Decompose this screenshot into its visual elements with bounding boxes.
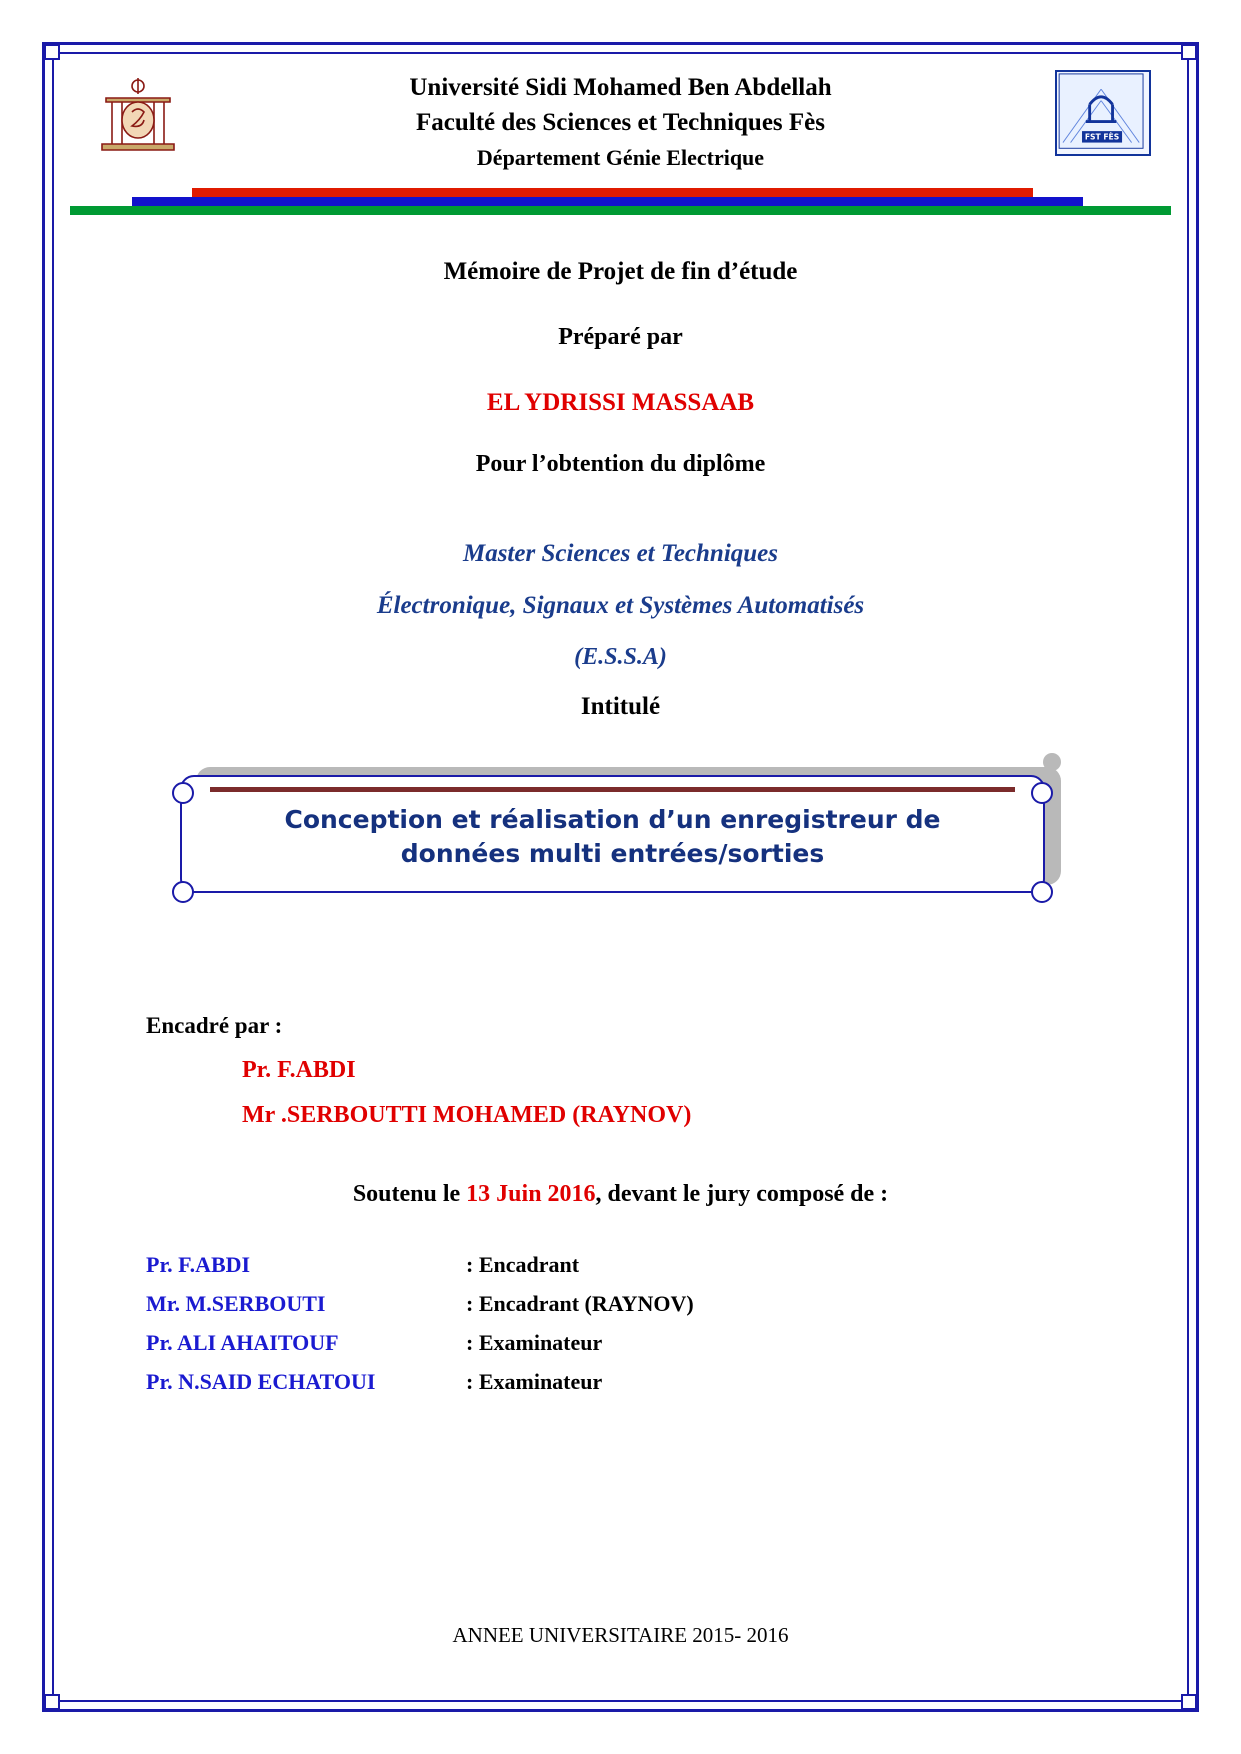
thesis-title-banner xyxy=(180,753,1061,903)
tricolor-divider xyxy=(70,188,1171,222)
document-body xyxy=(70,258,1171,721)
banner-curl-top-right xyxy=(1031,782,1053,804)
defense-date: 13 Juin 2016 xyxy=(466,1181,596,1207)
thesis-title xyxy=(216,803,1009,871)
jury-member-name: Pr. ALI AHAITOUF xyxy=(146,1330,339,1355)
document-header xyxy=(70,62,1171,182)
page-content xyxy=(70,62,1171,1692)
svg-text:FST FÈS: FST FÈS xyxy=(1084,132,1120,142)
banner-top-rule xyxy=(210,787,1015,792)
jury-row xyxy=(146,1291,1171,1317)
jury-row xyxy=(146,1369,1171,1395)
jury-list xyxy=(146,1252,1171,1395)
supervisor-2: Mr .SERBOUTTI MOHAMED (RAYNOV) xyxy=(242,1102,692,1128)
speciality-abbreviation: (E.S.S.A) xyxy=(574,644,667,670)
fst-fes-logo-icon xyxy=(1055,70,1151,156)
divider-red xyxy=(192,188,1033,197)
divider-green xyxy=(70,206,1171,215)
supervisor-1: Pr. F.ABDI xyxy=(242,1057,356,1083)
intitule-label: Intitulé xyxy=(580,693,661,720)
banner-box xyxy=(180,775,1045,893)
thesis-title-line-2: données multi entrées/sorties xyxy=(400,839,825,868)
faculty-name: Faculté des Sciences et Techniques Fès xyxy=(415,109,825,136)
banner-curl-bottom-left xyxy=(172,881,194,903)
prepared-by-label: Préparé par xyxy=(558,324,683,350)
jury-row xyxy=(146,1252,1171,1278)
jury-member-name: Mr. M.SERBOUTI xyxy=(146,1291,326,1316)
jury-member-role: : Encadrant (RAYNOV) xyxy=(466,1291,694,1316)
institution-titles xyxy=(70,62,1171,175)
jury-member-role: : Examinateur xyxy=(466,1330,603,1355)
thesis-title-line-1: Conception et réalisation d’un enregistreur de xyxy=(284,805,941,834)
corner-ornament-top-left xyxy=(44,44,60,60)
defense-prefix: Soutenu le xyxy=(352,1181,467,1207)
speciality-name: Électronique, Signaux et Systèmes Automatisés xyxy=(376,592,865,619)
diploma-label: Pour l’obtention du diplôme xyxy=(475,451,766,477)
defense-suffix: , devant le jury composé de : xyxy=(595,1181,889,1207)
corner-ornament-bottom-right xyxy=(1181,1694,1197,1710)
corner-ornament-top-right xyxy=(1181,44,1197,60)
department-name: Département Génie Electrique xyxy=(476,145,765,170)
university-name: Université Sidi Mohamed Ben Abdellah xyxy=(409,74,832,101)
jury-row xyxy=(146,1330,1171,1356)
divider-blue xyxy=(132,197,1083,206)
degree-name: Master Sciences et Techniques xyxy=(462,540,779,567)
jury-member-name: Pr. N.SAID ECHATOUI xyxy=(146,1369,376,1394)
academic-year-footer: ANNEE UNIVERSITAIRE 2015- 2016 xyxy=(452,1623,789,1647)
memoire-label: Mémoire de Projet de fin d’étude xyxy=(443,258,798,285)
banner-curl-top-left xyxy=(172,782,194,804)
jury-member-role: : Encadrant xyxy=(466,1252,580,1277)
author-name: EL YDRISSI MASSAAB xyxy=(486,389,755,416)
banner-curl-bottom-right xyxy=(1031,881,1053,903)
supervision-label: Encadré par : xyxy=(146,1013,283,1038)
jury-member-name: Pr. F.ABDI xyxy=(146,1252,251,1277)
corner-ornament-bottom-left xyxy=(44,1694,60,1710)
jury-member-role: : Examinateur xyxy=(466,1369,603,1394)
defense-line xyxy=(70,1181,1171,1208)
university-seal-icon xyxy=(92,72,184,154)
